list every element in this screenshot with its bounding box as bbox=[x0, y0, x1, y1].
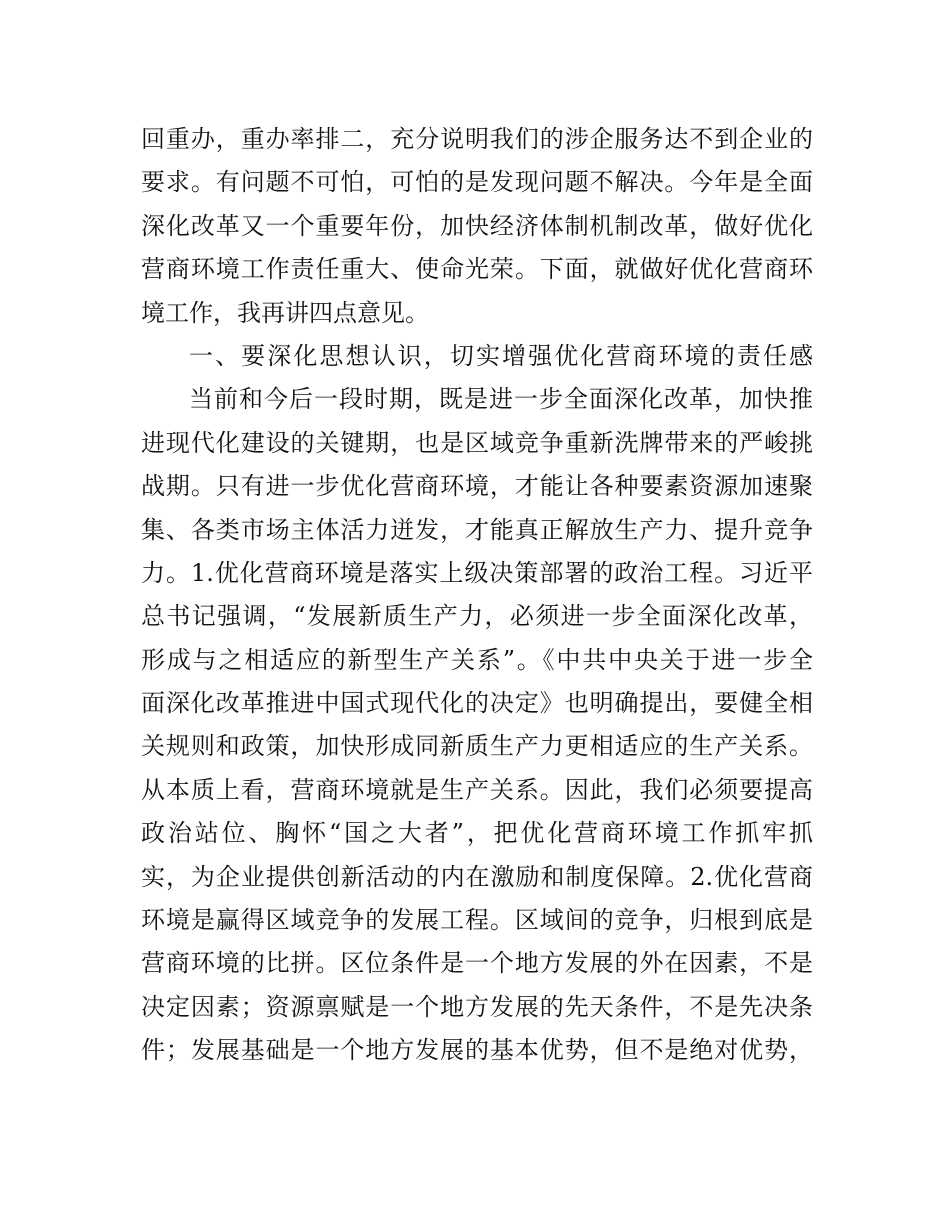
paragraph-line: 营商环境工作责任重大、使命光荣。下面，就做好优化营商环 bbox=[141, 255, 813, 284]
paragraph-line: 进现代化建设的关键期，也是区域竞争重新洗牌带来的严峻挑 bbox=[141, 428, 813, 457]
paragraph-line: 决定因素；资源禀赋是一个地方发展的先天条件，不是先决条 bbox=[141, 992, 813, 1021]
paragraph-line: 关规则和政策，加快形成同新质生产力更相适应的生产关系。 bbox=[141, 732, 813, 761]
paragraph-line: 总书记强调，“发展新质生产力，必须进一步全面深化改革， bbox=[141, 602, 813, 631]
paragraph-line: 当前和今后一段时期，既是进一步全面深化改革，加快推 bbox=[189, 385, 813, 414]
paragraph-line: 力。1.优化营商环境是落实上级决策部署的政治工程。习近平 bbox=[141, 558, 813, 587]
paragraph-line: 件；发展基础是一个地方发展的基本优势，但不是绝对优势， bbox=[141, 1036, 813, 1065]
paragraph-line: 政治站位、胸怀“国之大者”，把优化营商环境工作抓牢抓 bbox=[141, 819, 813, 848]
paragraph-line: 形成与之相适应的新型生产关系”。《中共中央关于进一步全 bbox=[141, 645, 813, 674]
paragraph-line: 要求。有问题不可怕，可怕的是发现问题不解决。今年是全面 bbox=[141, 168, 813, 197]
paragraph-line: 面深化改革推进中国式现代化的决定》也明确提出，要健全相 bbox=[141, 689, 813, 718]
paragraph-line: 从本质上看，营商环境就是生产关系。因此，我们必须要提高 bbox=[141, 775, 813, 804]
paragraph-line: 回重办，重办率排二，充分说明我们的涉企服务达不到企业的 bbox=[141, 125, 813, 153]
section-heading: 一、要深化思想认识，切实增强优化营商环境的责任感 bbox=[189, 341, 813, 370]
paragraph-line: 营商环境的比拼。区位条件是一个地方发展的外在因素，不是 bbox=[141, 949, 813, 978]
paragraph-line: 实，为企业提供创新活动的内在激励和制度保障。2.优化营商 bbox=[141, 862, 813, 891]
document-body bbox=[141, 118, 813, 1073]
paragraph-line: 深化改革又一个重要年份，加快经济体制机制改革，做好优化 bbox=[141, 211, 813, 240]
paragraph-line: 境工作，我再讲四点意见。 bbox=[141, 298, 429, 327]
paragraph-line: 集、各类市场主体活力迸发，才能真正解放生产力、提升竞争 bbox=[141, 515, 813, 544]
paragraph-line: 战期。只有进一步优化营商环境，才能让各种要素资源加速聚 bbox=[141, 472, 813, 501]
paragraph-line: 环境是赢得区域竞争的发展工程。区域间的竞争，归根到底是 bbox=[141, 906, 813, 935]
